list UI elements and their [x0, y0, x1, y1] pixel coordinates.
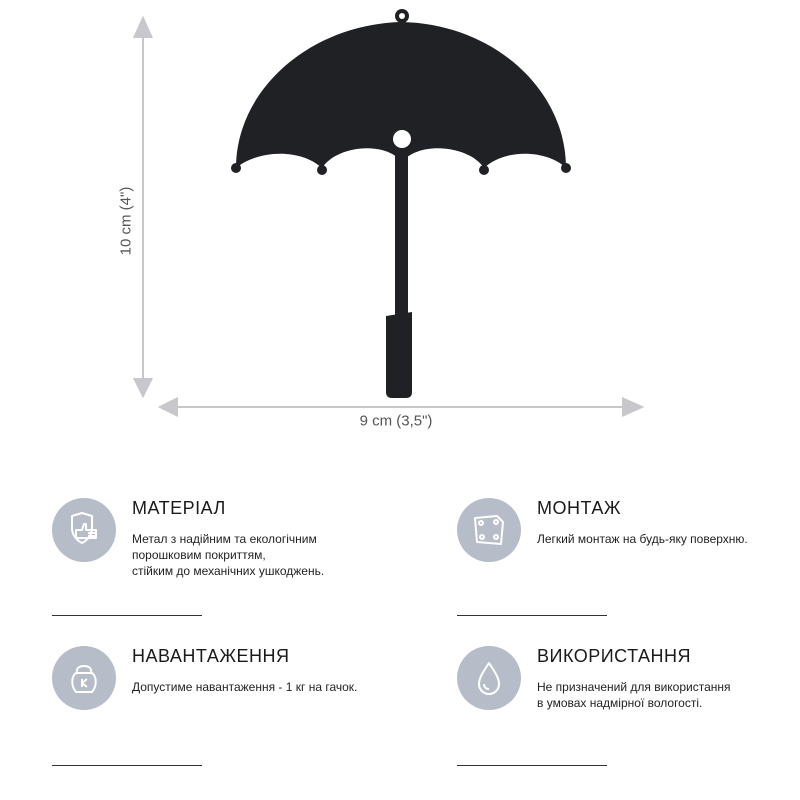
- water-drop-icon: [469, 658, 509, 698]
- load-icon-circle: [52, 646, 116, 710]
- mounting-divider: [457, 615, 607, 616]
- height-dimension-arrow: [134, 18, 152, 396]
- load-divider: [52, 765, 202, 766]
- mounting-description: Легкий монтаж на будь-яку поверхню.: [537, 532, 748, 546]
- umbrella-hook: [231, 9, 571, 398]
- material-title: МАТЕРІАЛ: [132, 498, 226, 518]
- mounting-plate-icon: [469, 510, 509, 550]
- material-divider: [52, 615, 202, 616]
- usage-icon-circle: [457, 646, 521, 710]
- usage-title: ВИКОРИСТАННЯ: [537, 646, 691, 666]
- usage-description: Не призначений для використання в умовах надмірної вологості.: [537, 680, 731, 710]
- mounting-icon-circle: [457, 498, 521, 562]
- material-description: Метал з надійним та екологічним порошковим покриттям, стійким до механічних ушкоджень.: [132, 532, 325, 578]
- load-title: НАВАНТАЖЕННЯ: [132, 646, 290, 666]
- height-dimension-label: 10 cm (4"): [117, 186, 135, 256]
- usage-divider: [457, 765, 607, 766]
- mounting-title: МОНТАЖ: [537, 498, 622, 518]
- material-icon-circle: [52, 498, 116, 562]
- hand-shield-icon: [62, 508, 106, 552]
- width-dimension-label: 9 cm (3,5"): [359, 412, 433, 430]
- kettlebell-icon: [64, 658, 104, 698]
- load-description: Допустиме навантаження - 1 кг на гачок.: [132, 680, 358, 694]
